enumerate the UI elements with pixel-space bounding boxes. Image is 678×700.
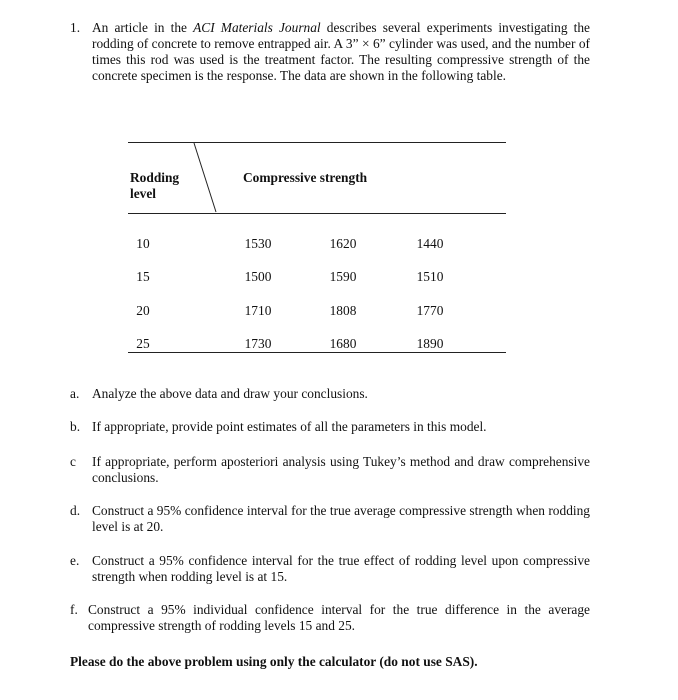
journal-name: ACI Materials Journal bbox=[193, 20, 321, 35]
strength-value: 1500 bbox=[244, 269, 272, 284]
row-header: Rodding level bbox=[130, 170, 180, 201]
strength-value: 1730 bbox=[244, 336, 272, 351]
question-text: Analyze the above data and draw your conclusions. bbox=[92, 386, 368, 401]
strength-value: 1530 bbox=[244, 236, 272, 251]
question-text: Construct a 95% individual confidence interval for the true difference in the average compressive strength of rodding levels 15 and 25. bbox=[88, 602, 590, 633]
question-text: Construct a 95% confidence interval for the true average compressive strength when rodding level is at 20. bbox=[92, 503, 590, 534]
question-text: Construct a 95% confidence interval for the true effect of rodding level upon compressive strength when rodding level is at 15. bbox=[92, 553, 590, 584]
question-c bbox=[70, 454, 590, 486]
question-a bbox=[70, 386, 590, 402]
question-label: a. bbox=[70, 386, 80, 401]
question-f bbox=[70, 602, 590, 634]
strength-value: 1890 bbox=[416, 336, 444, 351]
question-label: c bbox=[70, 454, 76, 469]
question-label: f. bbox=[70, 602, 78, 617]
final-instruction: Please do the above problem using only the calculator (do not use SAS). bbox=[70, 654, 478, 669]
strength-value: 1590 bbox=[329, 269, 357, 284]
question-e bbox=[70, 553, 590, 585]
table-bottom-rule bbox=[128, 352, 506, 353]
strength-value: 1620 bbox=[329, 236, 357, 251]
problem-number: 1. bbox=[70, 20, 81, 35]
strength-value: 1710 bbox=[244, 303, 272, 318]
rodding-level: 10 bbox=[136, 236, 150, 251]
question-label: b. bbox=[70, 419, 81, 434]
strength-value: 1680 bbox=[329, 336, 357, 351]
strength-value: 1808 bbox=[329, 303, 357, 318]
question-label: e. bbox=[70, 553, 80, 568]
strength-value: 1440 bbox=[416, 236, 444, 251]
strength-value: 1770 bbox=[416, 303, 444, 318]
rodding-level: 20 bbox=[136, 303, 150, 318]
strength-value: 1510 bbox=[416, 269, 444, 284]
question-text: If appropriate, provide point estimates of all the parameters in this model. bbox=[92, 419, 487, 434]
problem-statement bbox=[70, 20, 590, 84]
rodding-level: 15 bbox=[136, 269, 150, 284]
rodding-level: 25 bbox=[136, 336, 150, 351]
problem-text: An article in the ACI Materials Journal describes several experiments investigating the rodding of concrete to remove entrapped air. A 3” × 6” cylinder was used, and the number of times this rod was used is the treatment factor. The resulting compressive strength of the concrete specimen is the response. The data are shown in the following table. bbox=[92, 20, 590, 83]
question-b bbox=[70, 419, 590, 435]
question-d bbox=[70, 503, 590, 535]
table-header-rule bbox=[128, 213, 506, 214]
question-label: d. bbox=[70, 503, 81, 518]
question-text: If appropriate, perform aposteriori analysis using Tukey’s method and draw comprehensive conclusions. bbox=[92, 454, 590, 485]
table-top-rule bbox=[128, 142, 506, 143]
column-header: Compressive strength bbox=[243, 170, 368, 185]
